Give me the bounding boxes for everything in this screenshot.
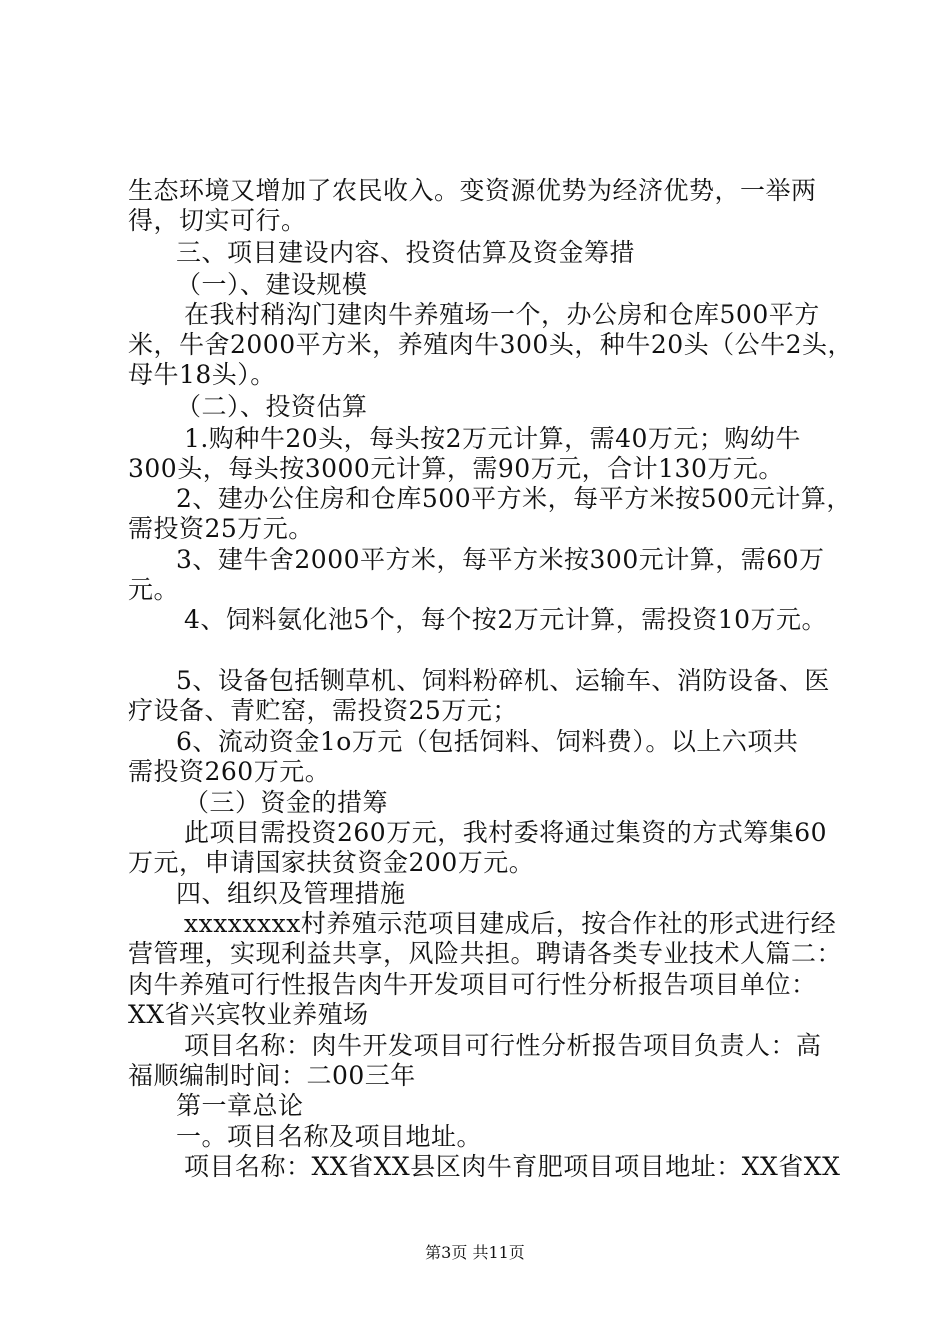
subsection-heading: （二）、投资估算 (176, 392, 368, 421)
body-line: 元。 (128, 575, 180, 604)
body-line: 生态环境又增加了农民收入。变资源优势为经济优势，一举两 (128, 176, 817, 205)
page-footer: 第3页 共11页 (425, 1243, 525, 1262)
body-line: 福顺编制时间：二00三年 (128, 1061, 416, 1090)
body-line: 需投资25万元。 (128, 514, 314, 543)
body-line: 在我村稍沟门建肉牛养殖场一个，办公房和仓库500平方 (184, 300, 820, 329)
body-line: XX省兴宾牧业养殖场 (128, 1000, 369, 1029)
section-heading: 三、项目建设内容、投资估算及资金筹措 (176, 238, 636, 267)
chapter-heading: 第一章总论 (176, 1091, 304, 1120)
subsection-heading: （一）、建设规模 (176, 270, 368, 299)
body-line: 5、设备包括铡草机、饲料粉碎机、运输车、消防设备、医 (176, 666, 830, 695)
body-line: 300头，每头按3000元计算，需90万元，合计130万元。 (128, 454, 784, 483)
body-line: xxxxxxxx村养殖示范项目建成后，按合作社的形式进行经 (184, 909, 837, 938)
body-line: 项目名称：肉牛开发项目可行性分析报告项目负责人：高 (184, 1031, 822, 1060)
body-line: 肉牛养殖可行性报告肉牛开发项目可行性分析报告项目单位： (128, 970, 817, 999)
body-line: 项目名称：XX省XX县区肉牛育肥项目项目地址：XX省XX (184, 1152, 841, 1181)
body-line: 6、流动资金1o万元（包括饲料、饲料费）。以上六项共 (176, 727, 799, 756)
body-line: 米，牛舍2000平方米，养殖肉牛300头，种牛20头（公牛2头， (128, 330, 854, 359)
body-line: 疗设备、青贮窑，需投资25万元； (128, 696, 518, 725)
body-line: 母牛18头）。 (128, 360, 276, 389)
subsection-heading: （三）资金的措筹 (184, 788, 389, 817)
body-line: 3、建牛舍2000平方米，每平方米按300元计算，需60万 (176, 545, 825, 574)
section-heading: 四、组织及管理措施 (176, 879, 406, 908)
body-line: 得，切实可行。 (128, 206, 307, 235)
body-line: 1.购种牛20头，每头按2万元计算，需40万元；购幼牛 (184, 424, 801, 453)
body-line: 此项目需投资260万元，我村委将通过集资的方式筹集60 (184, 818, 828, 847)
body-line: 2、建办公住房和仓库500平方米，每平方米按500元计算， (176, 484, 852, 513)
body-line: 营管理，实现利益共享，风险共担。聘请各类专业技术人篇二： (128, 939, 843, 968)
body-line: 4、饲料氨化池5个，每个按2万元计算，需投资10万元。 (184, 605, 828, 634)
body-line: 需投资260万元。 (128, 757, 331, 786)
section-heading: 一。项目名称及项目地址。 (176, 1122, 483, 1151)
body-line: 万元，申请国家扶贫资金200万元。 (128, 848, 535, 877)
